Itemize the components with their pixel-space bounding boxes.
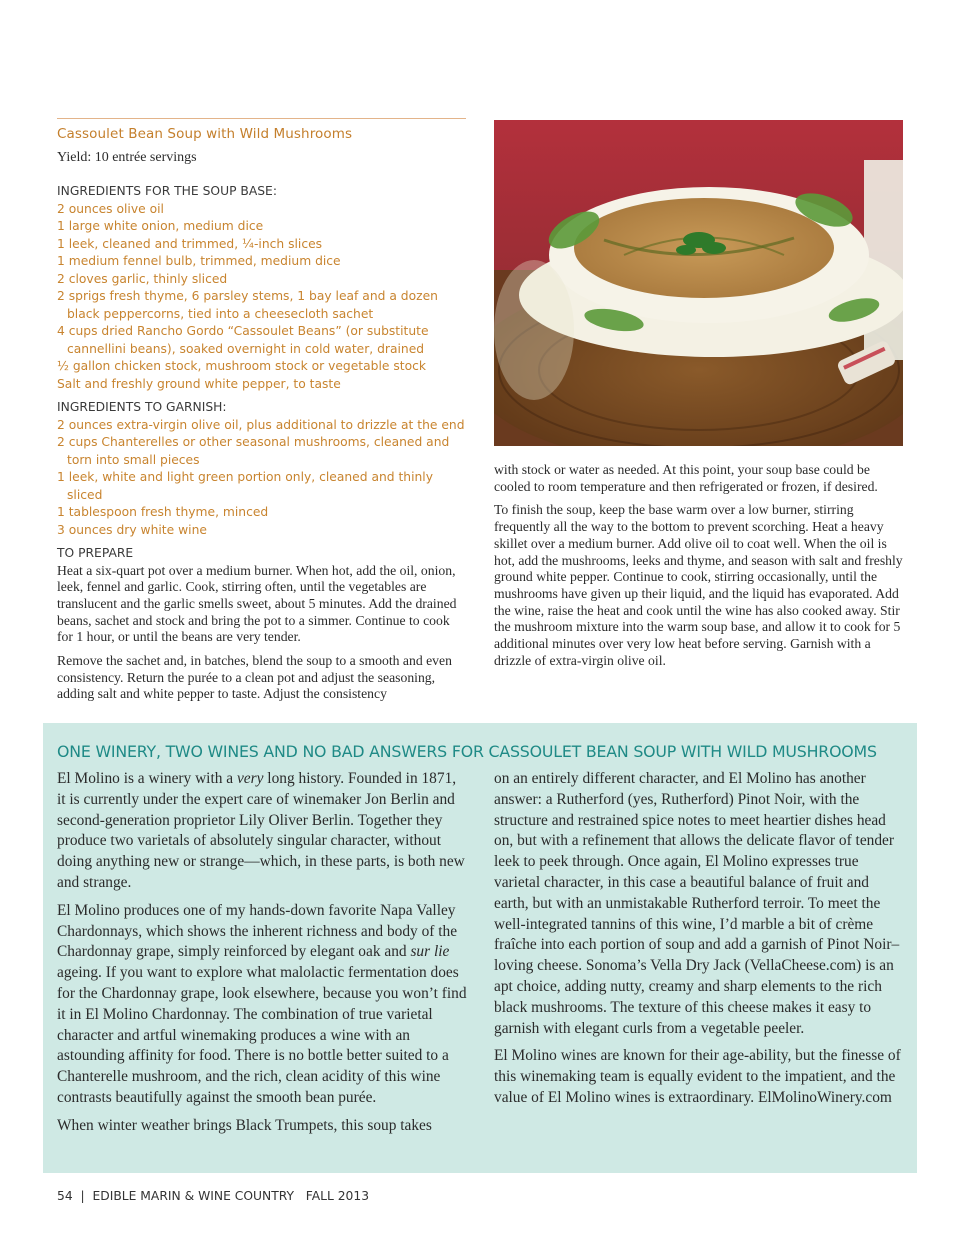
publication-name: EDIBLE MARIN & WINE COUNTRY xyxy=(92,1189,295,1203)
emphasis-text: very xyxy=(236,770,264,787)
base-ingredients-list xyxy=(57,201,469,394)
garnish-ingredients-list xyxy=(57,417,469,540)
wine-paragraph: on an entirely different character, and El Molino has another answer: a Rutherford (yes, Rutherford) Pinot Noir, with the structure and restrained spice notes to meet heartier dishes head on, but with a refinement that allows the delicate flavor of tender leek to peek through. Once again, El Molino expresses true varietal character, in this case a beautiful balance of fruit and earth, but with an unmistakable Rutherford terroir. To meet the well-integrated tannins of this wine, I’d marble a bit of crème fraîche into each portion of soup and add a garnish of Pinot Noir–loving cheese. Sonoma’s Vella Dry Jack (VellaCheese.com) is an apt choice, adding nutty, creamy and sharp elements to the rich black mushrooms. The texture of this cheese makes it easy to garnish with elegant curls from a vegetable peeler. xyxy=(494,770,900,1037)
ingredient-item: 2 cloves garlic, thinly sliced xyxy=(57,271,228,286)
ingredient-item: Salt and freshly ground white pepper, to taste xyxy=(57,376,341,391)
prepare-paragraph: Remove the sachet and, in batches, blend the soup to a smooth and even consistency. Return the purée to a clean pot and adjust the seasoning, adding salt and white pepper to taste. Adjust the consistency xyxy=(57,653,452,702)
title-rule xyxy=(57,118,466,119)
ingredient-item: 2 ounces olive oil xyxy=(57,201,164,216)
ingredient-item: 2 ounces extra-virgin olive oil, plus additional to drizzle at the end xyxy=(57,417,465,432)
text-span: long history. Founded in 1871, it is currently under the expert care of winemaker Jon Berlin and second-generation proprietor Lily Oliver Berlin. Together they produce two varietals of absolutely singular character, without doing anything new or strange—which, in these parts, is both new and strange. xyxy=(57,770,465,891)
footer-separator: | xyxy=(80,1189,85,1203)
prepare-paragraph: with stock or water as needed. At this point, your soup base could be cooled to room temperature and then refrigerated or frozen, if desired. xyxy=(494,462,878,494)
ingredient-item: 1 large white onion, medium dice xyxy=(57,219,264,233)
ingredient-item: 4 cups dried Rancho Gordo “Cassoulet Beans” (or substitute cannellini beans), soaked overnight in cold water, drained xyxy=(57,324,429,356)
text-span: El Molino produces one of my hands-down favorite Napa Valley Chardonnays, which shows the inherent richness and body of the Chardonnay grape, simply reinforced by elegant oak and xyxy=(57,901,458,961)
text-span: ageing. If you want to explore what malolactic fermentation does for the Chardonnay grape, look elsewhere, because you won’t find it in El Molino Chardonnay. The combination of true varietal character and artful winemaking produces a wine with an astounding affinity for food. There is no bottle better suited to a Chanterelle mushroom, and the rich, clean acidity of this wine contrasts beautifully against the smooth bean purée. xyxy=(57,964,467,1106)
ingredient-item: 1 leek, cleaned and trimmed, ¼-inch slices xyxy=(57,236,323,251)
recipe-left-column xyxy=(57,183,469,710)
garnish-ingredients-heading: INGREDIENTS TO GARNISH: xyxy=(57,400,227,414)
wine-paragraph xyxy=(57,769,467,894)
page-footer xyxy=(57,1189,369,1203)
wine-panel-left-column xyxy=(57,769,467,1144)
soup-bowl-illustration xyxy=(494,120,903,446)
issue-label: FALL 2013 xyxy=(305,1189,370,1203)
ingredient-item: 2 sprigs fresh thyme, 6 parsley stems, 1 bay leaf and a dozen black peppercorns, tied into a cheesecloth sachet xyxy=(57,289,438,321)
ingredient-item: 1 leek, white and light green portion only, cleaned and thinly sliced xyxy=(57,470,434,502)
recipe-right-column xyxy=(494,462,906,676)
recipe-title: Cassoulet Bean Soup with Wild Mushrooms xyxy=(57,126,353,142)
base-ingredients-heading: INGREDIENTS FOR THE SOUP BASE: xyxy=(57,184,277,198)
wine-panel-right-column xyxy=(494,769,904,1116)
ingredient-item: ½ gallon chicken stock, mushroom stock or vegetable stock xyxy=(57,359,426,373)
soup-photo xyxy=(494,120,903,446)
wine-paragraph: El Molino wines are known for their age-ability, but the finesse of this winemaking team is equally evident to the impatient, and the value of El Molino wines is extraordinary. ElMolinoWinery.com xyxy=(494,1047,901,1106)
prepare-paragraph: Heat a six-quart pot over a medium burner. When hot, add the oil, onion, leek, fennel and garlic. Cook, stirring often, until the vegetables are translucent and the garlic smells sweet, about 5 minutes. Add the drained beans, sachet and stock and bring the pot to a simmer. Continue to cook for 1 hour, or until the beans are very tender. xyxy=(57,562,457,645)
page-number: 54 xyxy=(57,1189,73,1203)
ingredient-item: 3 ounces dry white wine xyxy=(57,522,207,537)
prepare-heading: TO PREPARE xyxy=(57,546,134,560)
finish-paragraph: To finish the soup, keep the base warm over a low burner, stirring frequently all the way to the bottom to prevent scorching. Heat a heavy skillet over a medium burner. Add olive oil to coat well. When the oil is hot, add the mushrooms, leeks and thyme, and season with salt and freshly ground white pepper. Continue to cook, stirring occasionally, until the mushrooms have given up their liquid, and the liquid has evaporated. Add the wine, raise the heat and cook until the wine has also cooked away. Stir the mushroom mixture into the warm soup base, and allow it to cook for 5 additional minutes over very low heat before serving. Garnish with a drizzle of extra-virgin olive oil. xyxy=(494,502,903,668)
ingredient-item: 1 medium fennel bulb, trimmed, medium dice xyxy=(57,254,341,268)
wine-panel-title: ONE WINERY, TWO WINES AND NO BAD ANSWERS FOR CASSOULET BEAN SOUP WITH WILD MUSHROOMS xyxy=(57,742,877,761)
text-span: El Molino is a winery with a xyxy=(57,770,237,787)
wine-paragraph: When winter weather brings Black Trumpets, this soup takes xyxy=(57,1116,432,1134)
ingredient-item: 2 cups Chanterelles or other seasonal mushrooms, cleaned and torn into small pieces xyxy=(57,435,450,467)
emphasis-text: sur lie xyxy=(410,943,450,961)
recipe-yield: Yield: 10 entrée servings xyxy=(57,150,197,165)
ingredient-item: 1 tablespoon fresh thyme, minced xyxy=(57,505,269,519)
wine-paragraph xyxy=(57,901,467,1109)
